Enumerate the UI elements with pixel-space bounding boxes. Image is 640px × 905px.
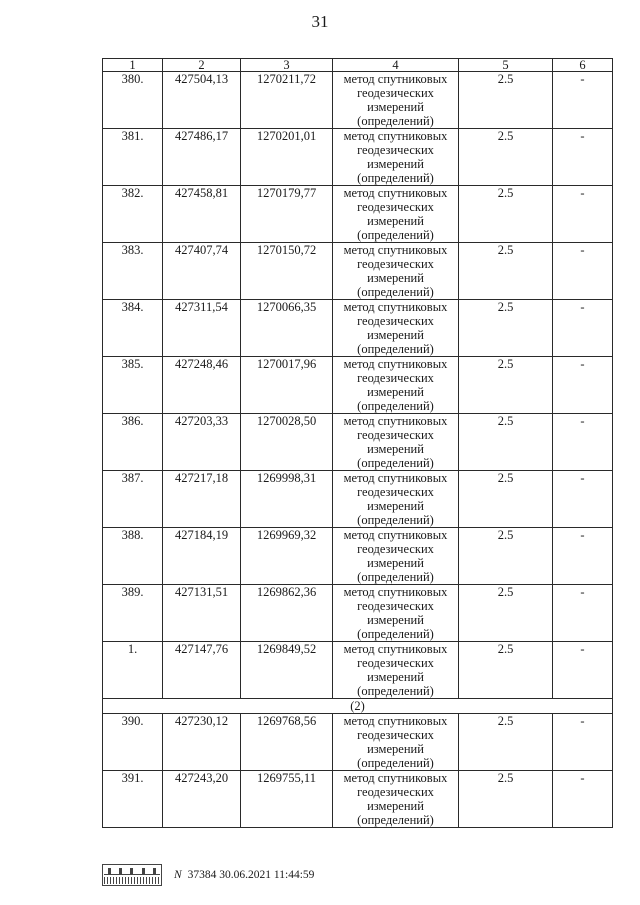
doc-info: 37384 30.06.2021 11:44:59 xyxy=(187,869,315,881)
method-cell: метод спутниковых геодезических измерений (определений) xyxy=(333,243,459,300)
coord-x: 427131,51 xyxy=(163,585,241,642)
header-col-3: 3 xyxy=(241,59,333,72)
method-cell: метод спутниковых геодезических измерений (определений) xyxy=(333,72,459,129)
point-number: 388. xyxy=(103,528,163,585)
coord-x: 427184,19 xyxy=(163,528,241,585)
table-row xyxy=(103,186,613,243)
point-number: 384. xyxy=(103,300,163,357)
page-number: 31 xyxy=(311,12,329,31)
coord-y: 1270150,72 xyxy=(241,243,333,300)
coordinates-table xyxy=(102,58,613,828)
point-number: 380. xyxy=(103,72,163,129)
point-number: 386. xyxy=(103,414,163,471)
table-row xyxy=(103,129,613,186)
accuracy-cell: 2.5 xyxy=(459,471,553,528)
note-cell: - xyxy=(553,771,613,828)
header-col-2: 2 xyxy=(163,59,241,72)
point-number: 391. xyxy=(103,771,163,828)
note-cell: - xyxy=(553,585,613,642)
coord-y: 1270201,01 xyxy=(241,129,333,186)
note-cell: - xyxy=(553,300,613,357)
section-label: (2) xyxy=(103,699,613,714)
table-row xyxy=(103,585,613,642)
coord-x: 427217,18 xyxy=(163,471,241,528)
accuracy-cell: 2.5 xyxy=(459,642,553,699)
point-number: 383. xyxy=(103,243,163,300)
method-cell: метод спутниковых геодезических измерений (определений) xyxy=(333,714,459,771)
coord-x: 427504,13 xyxy=(163,72,241,129)
accuracy-cell: 2.5 xyxy=(459,186,553,243)
coord-y: 1270179,77 xyxy=(241,186,333,243)
note-cell: - xyxy=(553,471,613,528)
method-cell: метод спутниковых геодезических измерений (определений) xyxy=(333,300,459,357)
note-cell: - xyxy=(553,414,613,471)
method-cell: метод спутниковых геодезических измерений (определений) xyxy=(333,357,459,414)
method-cell: метод спутниковых геодезических измерений (определений) xyxy=(333,414,459,471)
point-number: 390. xyxy=(103,714,163,771)
note-cell: - xyxy=(553,714,613,771)
point-number: 382. xyxy=(103,186,163,243)
table-header-row xyxy=(103,59,613,72)
point-number: 385. xyxy=(103,357,163,414)
coord-x: 427248,46 xyxy=(163,357,241,414)
method-cell: метод спутниковых геодезических измерений (определений) xyxy=(333,471,459,528)
coord-x: 427486,17 xyxy=(163,129,241,186)
table-row xyxy=(103,714,613,771)
table-row xyxy=(103,414,613,471)
accuracy-cell: 2.5 xyxy=(459,414,553,471)
note-cell: - xyxy=(553,186,613,243)
accuracy-cell: 2.5 xyxy=(459,72,553,129)
method-cell: метод спутниковых геодезических измерений (определений) xyxy=(333,642,459,699)
coord-y: 1269862,36 xyxy=(241,585,333,642)
note-cell: - xyxy=(553,72,613,129)
coord-y: 1269768,56 xyxy=(241,714,333,771)
coord-y: 1269969,32 xyxy=(241,528,333,585)
method-cell: метод спутниковых геодезических измерений (определений) xyxy=(333,771,459,828)
coord-x: 427230,12 xyxy=(163,714,241,771)
accuracy-cell: 2.5 xyxy=(459,585,553,642)
note-cell: - xyxy=(553,528,613,585)
coord-y: 1270028,50 xyxy=(241,414,333,471)
note-cell: - xyxy=(553,243,613,300)
table-row xyxy=(103,471,613,528)
method-cell: метод спутниковых геодезических измерений (определений) xyxy=(333,528,459,585)
method-cell: метод спутниковых геодезических измерений (определений) xyxy=(333,186,459,243)
header-col-5: 5 xyxy=(459,59,553,72)
point-number: 389. xyxy=(103,585,163,642)
header-col-1: 1 xyxy=(103,59,163,72)
table-row xyxy=(103,528,613,585)
point-number: 1. xyxy=(103,642,163,699)
table-row xyxy=(103,357,613,414)
note-cell: - xyxy=(553,357,613,414)
point-number: 381. xyxy=(103,129,163,186)
note-cell: - xyxy=(553,642,613,699)
table-row xyxy=(103,72,613,129)
accuracy-cell: 2.5 xyxy=(459,528,553,585)
method-cell: метод спутниковых геодезических измерений (определений) xyxy=(333,129,459,186)
coord-y: 1270017,96 xyxy=(241,357,333,414)
table-row xyxy=(103,300,613,357)
point-number: 387. xyxy=(103,471,163,528)
table-row xyxy=(103,771,613,828)
accuracy-cell: 2.5 xyxy=(459,357,553,414)
coord-x: 427458,81 xyxy=(163,186,241,243)
coord-x: 427147,76 xyxy=(163,642,241,699)
accuracy-cell: 2.5 xyxy=(459,771,553,828)
section-row xyxy=(103,699,613,714)
header-col-6: 6 xyxy=(553,59,613,72)
accuracy-cell: 2.5 xyxy=(459,714,553,771)
table-row xyxy=(103,243,613,300)
coord-x: 427407,74 xyxy=(163,243,241,300)
coord-y: 1269849,52 xyxy=(241,642,333,699)
method-cell: метод спутниковых геодезических измерений (определений) xyxy=(333,585,459,642)
coord-y: 1270211,72 xyxy=(241,72,333,129)
coord-x: 427243,20 xyxy=(163,771,241,828)
accuracy-cell: 2.5 xyxy=(459,243,553,300)
note-cell: - xyxy=(553,129,613,186)
header-col-4: 4 xyxy=(333,59,459,72)
coord-x: 427311,54 xyxy=(163,300,241,357)
coord-x: 427203,33 xyxy=(163,414,241,471)
coord-y: 1269998,31 xyxy=(241,471,333,528)
coord-y: 1269755,11 xyxy=(241,771,333,828)
accuracy-cell: 2.5 xyxy=(459,300,553,357)
accuracy-cell: 2.5 xyxy=(459,129,553,186)
table-row xyxy=(103,642,613,699)
building-logo-icon xyxy=(102,864,162,886)
footer xyxy=(102,862,522,888)
coord-y: 1270066,35 xyxy=(241,300,333,357)
doc-number-mark: N xyxy=(174,869,182,881)
